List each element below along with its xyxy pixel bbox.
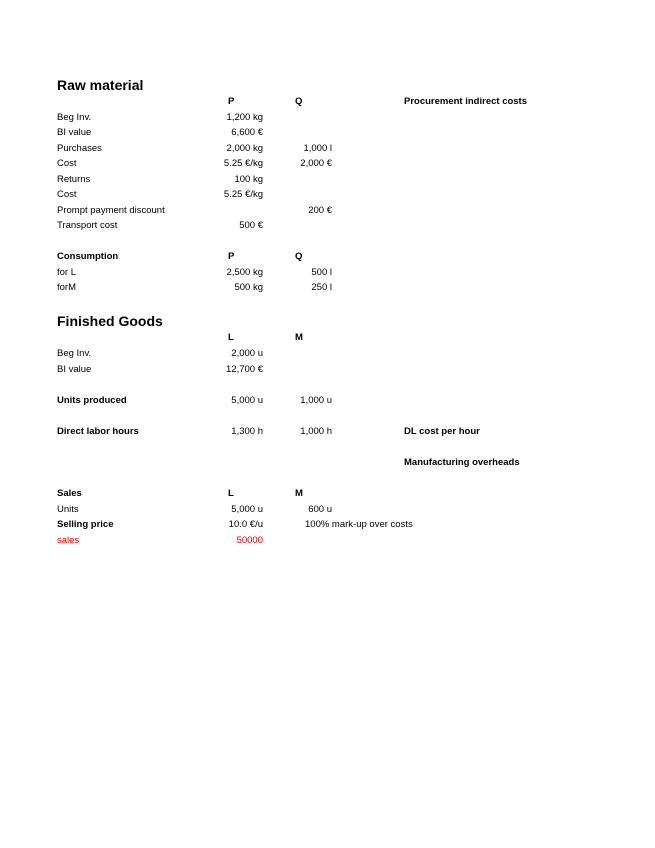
row-value-p: 6,600 € <box>231 127 263 138</box>
row-label: for L <box>57 267 77 278</box>
dl-cost-per-hour-label: DL cost per hour <box>404 426 480 437</box>
row-value-q: 500 l <box>311 267 332 278</box>
row-label: Cost <box>57 189 77 200</box>
selling-price-m-value: 100% mark-up over costs <box>305 519 413 530</box>
direct-labor-hours-l-value: 1,300 h <box>231 426 263 437</box>
row-label: forM <box>57 282 76 293</box>
row-label: Cost <box>57 158 77 169</box>
row-value-q: 2,000 € <box>300 158 332 169</box>
selling-price-label: Selling price <box>57 519 114 530</box>
raw-material-col-q: Q <box>295 96 303 107</box>
direct-labor-hours-label: Direct labor hours <box>57 426 139 437</box>
units-l-value: 5,000 u <box>231 504 263 515</box>
raw-material-title: Raw material <box>57 77 144 93</box>
units-m-value: 600 u <box>308 504 332 515</box>
consumption-col-p: P <box>228 251 235 262</box>
direct-labor-hours-m-value: 1,000 h <box>300 426 332 437</box>
sales-title: Sales <box>57 488 82 499</box>
units-produced-l-value: 5,000 u <box>231 395 263 406</box>
consumption-col-q: Q <box>295 251 303 262</box>
row-value-p: 5.25 €/kg <box>223 189 263 200</box>
row-value-p: 100 kg <box>234 174 263 185</box>
sales-col-l: L <box>228 488 234 499</box>
sales-total-label: sales <box>57 535 80 546</box>
units-produced-m-value: 1,000 u <box>300 395 332 406</box>
sales-col-m: M <box>295 488 303 499</box>
row-label: Prompt payment discount <box>57 205 165 216</box>
row-value-p: 500 € <box>239 220 263 231</box>
row-value-p: 2,500 kg <box>226 267 263 278</box>
row-label: Transport cost <box>57 220 118 231</box>
finished-goods-title: Finished Goods <box>57 313 163 329</box>
selling-price-l-value: 10.0 €/u <box>228 519 263 530</box>
sales-total-l-value: 50000 <box>236 535 263 546</box>
bi-value-l-value: 12,700 € <box>226 364 263 375</box>
row-value-q: 200 € <box>308 205 332 216</box>
raw-material-col-p: P <box>228 96 235 107</box>
row-label: Purchases <box>57 143 102 154</box>
consumption-title: Consumption <box>57 251 119 262</box>
finished-goods-col-m: M <box>295 332 303 343</box>
units-label: Units <box>57 504 79 515</box>
row-value-p: 500 kg <box>234 282 263 293</box>
row-value-q: 1,000 l <box>303 143 332 154</box>
procurement-indirect-costs-label: Procurement indirect costs <box>404 96 528 107</box>
row-value-q: 250 l <box>311 282 332 293</box>
row-label: BI value <box>57 127 92 138</box>
finished-goods-col-l: L <box>228 332 234 343</box>
row-value-p: 1,200 kg <box>226 112 263 123</box>
row-label: Returns <box>57 174 91 185</box>
bi-value-label: BI value <box>57 364 92 375</box>
manufacturing-overheads-label: Manufacturing overheads <box>404 457 520 468</box>
row-value-p: 2,000 kg <box>226 143 263 154</box>
beg-inv-l-value: 2,000 u <box>231 348 263 359</box>
row-label: Beg Inv. <box>57 112 92 123</box>
beg-inv-label: Beg Inv. <box>57 348 92 359</box>
units-produced-label: Units produced <box>57 395 127 406</box>
row-value-p: 5.25 €/kg <box>223 158 263 169</box>
